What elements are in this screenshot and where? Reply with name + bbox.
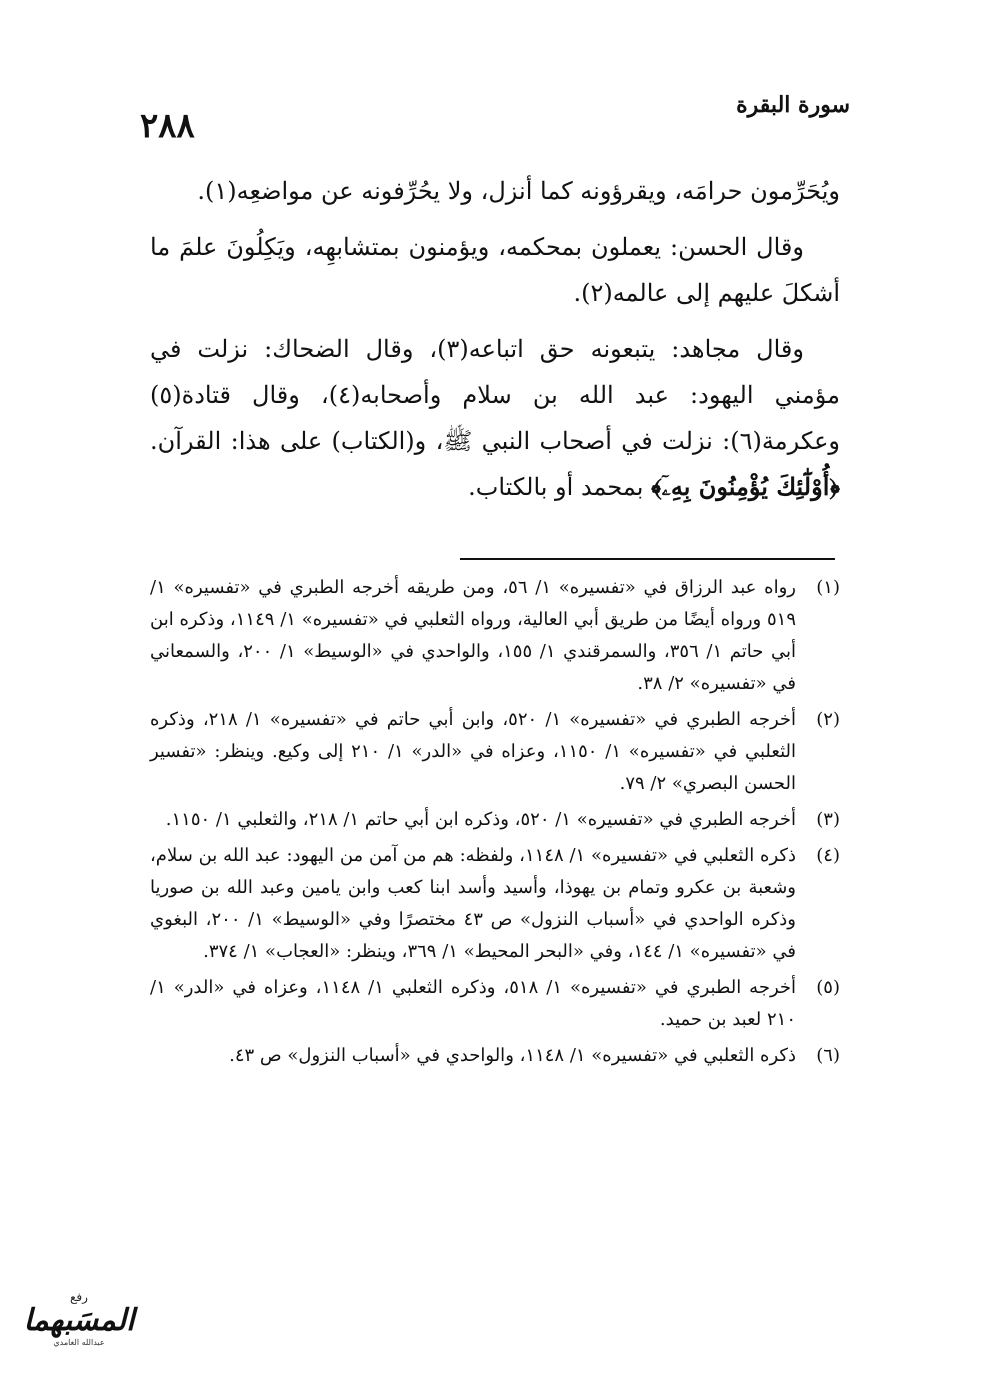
watermark-sub: عبدالله الغامدي bbox=[53, 1338, 105, 1347]
footnote-number: (٥) bbox=[816, 977, 840, 998]
footnote-text: أخرجه الطبري في «تفسيره» ١/ ٥٢٠، وابن أبي حاتم في «تفسيره» ١/ ٢١٨، وذكره الثعلبي في «تفسيره» ١/ ١١٥٠، وعزاه في «الدر» ١/ ٢١٠ إلى وكيع. وينظر: «تفسير الحسن البصري» ٢/ ٧٩. bbox=[150, 709, 797, 794]
footnote-text: رواه عبد الرزاق في «تفسيره» ١/ ٥٦، ومن طريقه أخرجه الطبري في «تفسيره» ١/ ٥١٩ ورواه أيضًا من طريق أبي العالية، ورواه الثعلبي في «تفسيره» ١/ ١١٤٩، وذكره ابن أبي حاتم ١/ ٣٥٦، والسمرقندي ١/ ١٥٥، والواحدي في «الوسيط» ١/ ٢٠٠، والسمعاني في «تفسيره» ٢/ ٣٨. bbox=[150, 577, 797, 694]
footnote-number: (٢) bbox=[816, 709, 840, 730]
closing-text: بمحمد أو بالكتاب. bbox=[468, 473, 644, 501]
page-number: ٢٨٨ bbox=[140, 106, 195, 146]
footnote bbox=[150, 840, 840, 968]
paragraph: وقال الحسن: يعملون بمحكمه، ويؤمنون بمتشابهِه، ويَكِلُونَ علمَ ما أشكلَ عليهم إلى عالمه(٢). bbox=[150, 233, 840, 307]
footnote-number: (٣) bbox=[816, 809, 840, 830]
footnote-text: أخرجه الطبري في «تفسيره» ١/ ٥١٨، وذكره الثعلبي ١/ ١١٤٨، وعزاه في «الدر» ١/ ٢١٠ لعبد بن حميد. bbox=[150, 977, 797, 1030]
footnote-number: (٤) bbox=[816, 845, 840, 866]
paragraph: ويُحَرِّمون حرامَه، ويقرؤونه كما أنزل، ولا يحُرِّفونه عن مواضعِه(١). bbox=[197, 177, 840, 205]
footnote-text: ذكره الثعلبي في «تفسيره» ١/ ١١٤٨، ولفظه: هم من آمن من اليهود: عبد الله بن سلام، وشعبة بن عكرو وتمام بن يهوذا، وأسيد وأسد ابنا كعب وابن يامين وعبد الله بن صوريا وذكره الواحدي في «أسباب النزول» ص ٤٣ مختصرًا وفي «الوسيط» ١/ ٢٠٠، البغوي في «تفسيره» ١/ ١٤٤، وفي «البحر المحيط» ١/ ٣٦٩، وينظر: «العجاب» ١/ ٣٧٤. bbox=[150, 845, 796, 962]
surah-title: سورة البقرة bbox=[736, 92, 850, 118]
footnote bbox=[150, 804, 840, 836]
footnote-divider bbox=[460, 558, 835, 560]
footnote bbox=[150, 572, 840, 700]
footnote-number: (١) bbox=[816, 577, 840, 598]
watermark-top: رفع bbox=[70, 1290, 88, 1304]
footnote-text: ذكره الثعلبي في «تفسيره» ١/ ١١٤٨، والواحدي في «أسباب النزول» ص ٤٣. bbox=[229, 1045, 796, 1066]
footnotes bbox=[150, 572, 840, 1076]
paragraph bbox=[150, 326, 840, 510]
footnote-text: أخرجه الطبري في «تفسيره» ١/ ٥٢٠، وذكره ابن أبي حاتم ١/ ٢١٨، والثعلبي ١/ ١١٥٠. bbox=[165, 809, 796, 830]
watermark-logo: المسَبهما bbox=[23, 1303, 135, 1338]
main-text bbox=[150, 168, 840, 520]
paragraph-text: وقال مجاهد: يتبعونه حق اتباعه(٣)، وقال الضحاك: نزلت في مؤمني اليهود: عبد الله بن سلام وأصحابه(٤)، وقال قتادة(٥) وعكرمة(٦): نزلت في أصحاب النبي ﷺ، و(الكتاب) على هذا: القرآن. bbox=[150, 335, 840, 455]
footnote bbox=[150, 704, 840, 800]
publisher-watermark bbox=[14, 1290, 144, 1350]
footnote bbox=[150, 972, 840, 1036]
footnote-number: (٦) bbox=[816, 1045, 840, 1066]
quran-phrase: ﴿أُوْلَٰٓئِكَ يُؤْمِنُونَ بِهِۦٓ﴾ bbox=[651, 472, 840, 501]
footnote bbox=[150, 1040, 840, 1072]
